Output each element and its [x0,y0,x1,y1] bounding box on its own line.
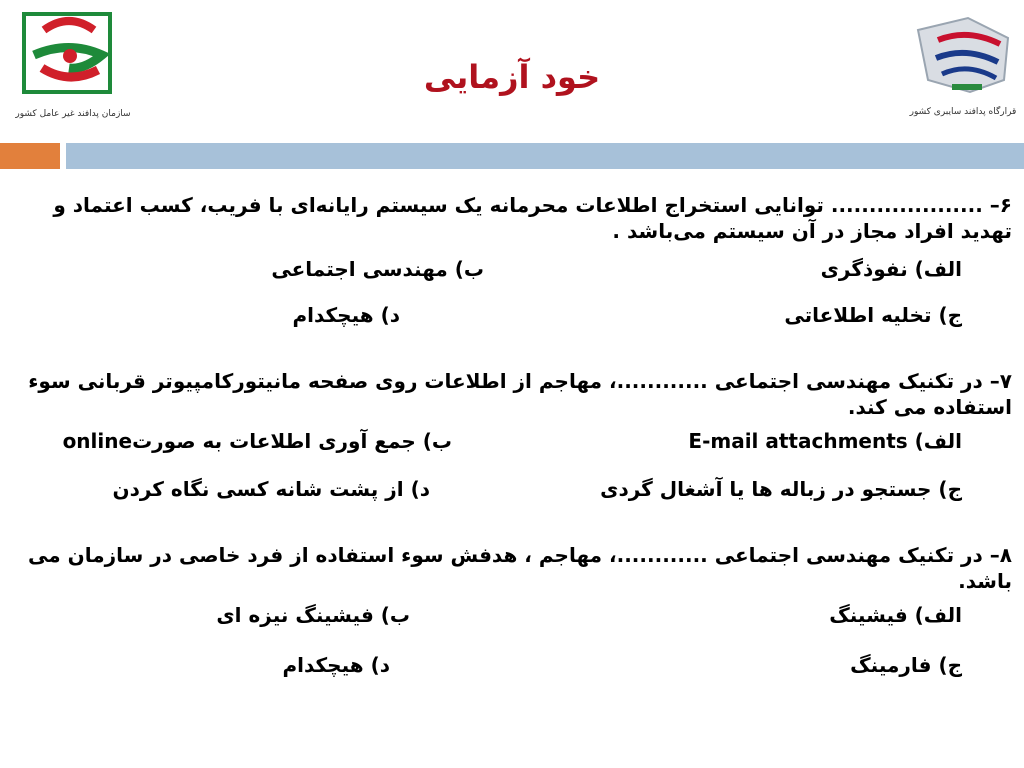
page-title: خود آزمایی [423,58,601,96]
question-8-option-b: ب) فیشینگ نیزه ای [216,603,410,627]
question-8-option-a: الف) فیشینگ [829,603,962,627]
question-6-option-b: ب) مهندسی اجتماعی [271,257,484,281]
question-7-text: ۷– در تکنیک مهندسی اجتماعی ............، مهاجم از اطلاعات روی صفحه مانیتورکامپیوتر قربانی سوء استفاده می کند. [28,369,1012,419]
question-7-option-c: ج) جستجو در زباله ها یا آشغال گردی [600,477,962,501]
accent-bar-orange [0,143,60,169]
left-logo-caption: سازمان پدافند غیر عامل کشور [15,109,131,119]
question-8-text: ۸– در تکنیک مهندسی اجتماعی ............، مهاجم ، هدفش سوء استفاده از فرد خاصی در سازمان می باشد. [28,543,1012,593]
question-6-option-d: د) هیچکدام [292,303,400,327]
passive-defense-logo [14,10,132,130]
question-6-option-a: الف) نفوذگری [820,257,962,281]
question-7-option-a: الف) E-mail attachments [688,429,962,453]
question-8-option-c: ج) فارمینگ [850,653,962,677]
right-logo-caption: قرارگاه پدافند سایبری کشور [909,107,1017,117]
question-7-option-d: د) از پشت شانه کسی نگاه کردن [112,477,430,501]
question-8-option-d: د) هیچکدام [282,653,390,677]
cyber-defense-logo [908,10,1018,125]
question-7-option-b: ب) جمع آوری اطلاعات به صورتonline [62,429,452,453]
accent-bar-blue [66,143,1024,169]
question-6-option-c: ج) تخلیه اطلاعاتی [784,303,962,327]
question-6-text: ۶– .................... توانایی استخراج اطلاعات محرمانه یک سیستم رایانه‌ای با فریب، کسب اعتماد و تهدید افراد مجاز در آن سیستم می‌باشد . [53,193,1012,243]
